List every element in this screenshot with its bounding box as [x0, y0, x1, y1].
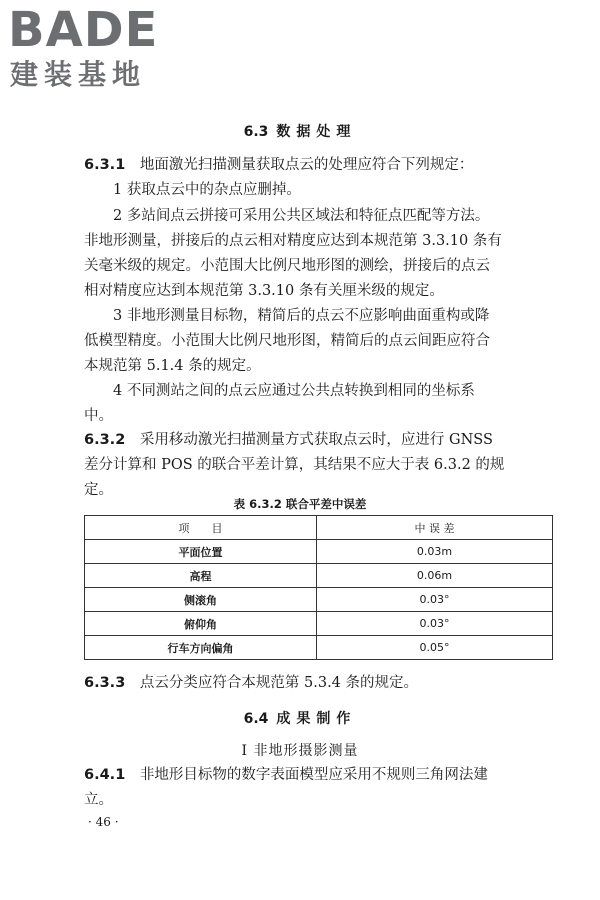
table-6-3-2 — [84, 515, 553, 660]
table-cell-value: 0.03° — [317, 588, 553, 612]
table-cell-item: 侧滚角 — [85, 588, 317, 612]
clause-6-3-1-item-2-line: 非地形测量，拼接后的点云相对精度应达到本规范第 3.3.10 条有 — [84, 233, 502, 249]
clause-6-3-1-item-2-line: 相对精度应达到本规范第 3.3.10 条有关厘米级的规定。 — [84, 283, 444, 299]
column-header-error: 中 误 差 — [317, 516, 553, 540]
table-row — [85, 612, 553, 636]
clause-number: 6.4.1 — [84, 767, 126, 783]
table-cell-item: 平面位置 — [85, 540, 317, 564]
table-row — [85, 540, 553, 564]
clause-number: 6.3.1 — [84, 157, 126, 173]
table-row — [85, 588, 553, 612]
section-number: 6.3 — [243, 124, 269, 140]
column-header-item: 项 目 — [85, 516, 317, 540]
clause-text: 采用移动激光扫描测量方式获取点云时，应进行 GNSS — [139, 432, 493, 448]
table-cell-item: 俯仰角 — [85, 612, 317, 636]
table-cell-value: 0.05° — [317, 636, 553, 660]
table-header-row — [85, 516, 553, 540]
table-row — [85, 636, 553, 660]
clause-6-3-1-item-4-line: 4 不同测站之间的点云应通过公共点转换到相同的坐标系 — [113, 383, 475, 399]
table-cell-item: 行车方向偏角 — [85, 636, 317, 660]
clause-6-3-2-line — [84, 430, 493, 450]
clause-text: 地面激光扫描测量获取点云的处理应符合下列规定： — [139, 157, 474, 173]
section-title: 成果制作 — [276, 711, 357, 727]
clause-6-3-1-item-2-line: 2 多站间点云拼接可采用公共区域法和特征点匹配等方法。 — [113, 208, 490, 224]
clause-6-3-2-line: 差分计算和 POS 的联合平差计算，其结果不应大于表 6.3.2 的规 — [84, 457, 505, 473]
clause-6-3-1-item-1: 1 获取点云中的杂点应删掉。 — [113, 182, 301, 198]
section-title: 数据处理 — [276, 124, 357, 140]
section-number: 6.4 — [243, 711, 269, 727]
table-cell-value: 0.03m — [317, 540, 553, 564]
table-cell-value: 0.06m — [317, 564, 553, 588]
logo-subtitle: 建装基地 — [10, 58, 147, 91]
clause-6-4-1-line — [84, 765, 488, 785]
clause-6-3-1-intro — [84, 155, 473, 175]
brand-logo — [8, 4, 178, 94]
table-caption: 表 6.3.2 联合平差中误差 — [233, 497, 367, 511]
clause-6-3-1-item-4-line: 中。 — [84, 408, 113, 424]
clause-6-3-1-item-3-line: 本规范第 5.1.4 条的规定。 — [84, 358, 261, 374]
table-cell-value: 0.03° — [317, 612, 553, 636]
section-heading-6-4 — [0, 708, 600, 728]
logo-brand-text: BADE — [8, 2, 159, 58]
clause-text: 点云分类应符合本规范第 5.3.4 条的规定。 — [139, 675, 419, 691]
clause-6-3-1-item-2-line: 关毫米级的规定。小范围大比例尺地形图的测绘，拼接后的点云 — [84, 258, 490, 274]
table-row — [85, 564, 553, 588]
table-cell-item: 高程 — [85, 564, 317, 588]
section-heading-6-3 — [0, 121, 600, 141]
clause-6-3-2-line: 定。 — [84, 482, 113, 498]
clause-6-3-3 — [84, 673, 418, 693]
clause-6-4-1-line: 立。 — [84, 792, 113, 808]
clause-number: 6.3.2 — [84, 432, 126, 448]
page-number: · 46 · — [88, 815, 119, 829]
clause-6-3-1-item-3-line: 3 非地形测量目标物，精简后的点云不应影响曲面重构或降 — [113, 308, 490, 324]
clause-number: 6.3.3 — [84, 675, 126, 691]
clause-text: 非地形目标物的数字表面模型应采用不规则三角网法建 — [139, 767, 488, 783]
clause-6-3-1-item-3-line: 低模型精度。小范围大比例尺地形图，精简后的点云间距应符合 — [84, 333, 490, 349]
subsection-heading: Ⅰ 非地形摄影测量 — [241, 743, 359, 759]
